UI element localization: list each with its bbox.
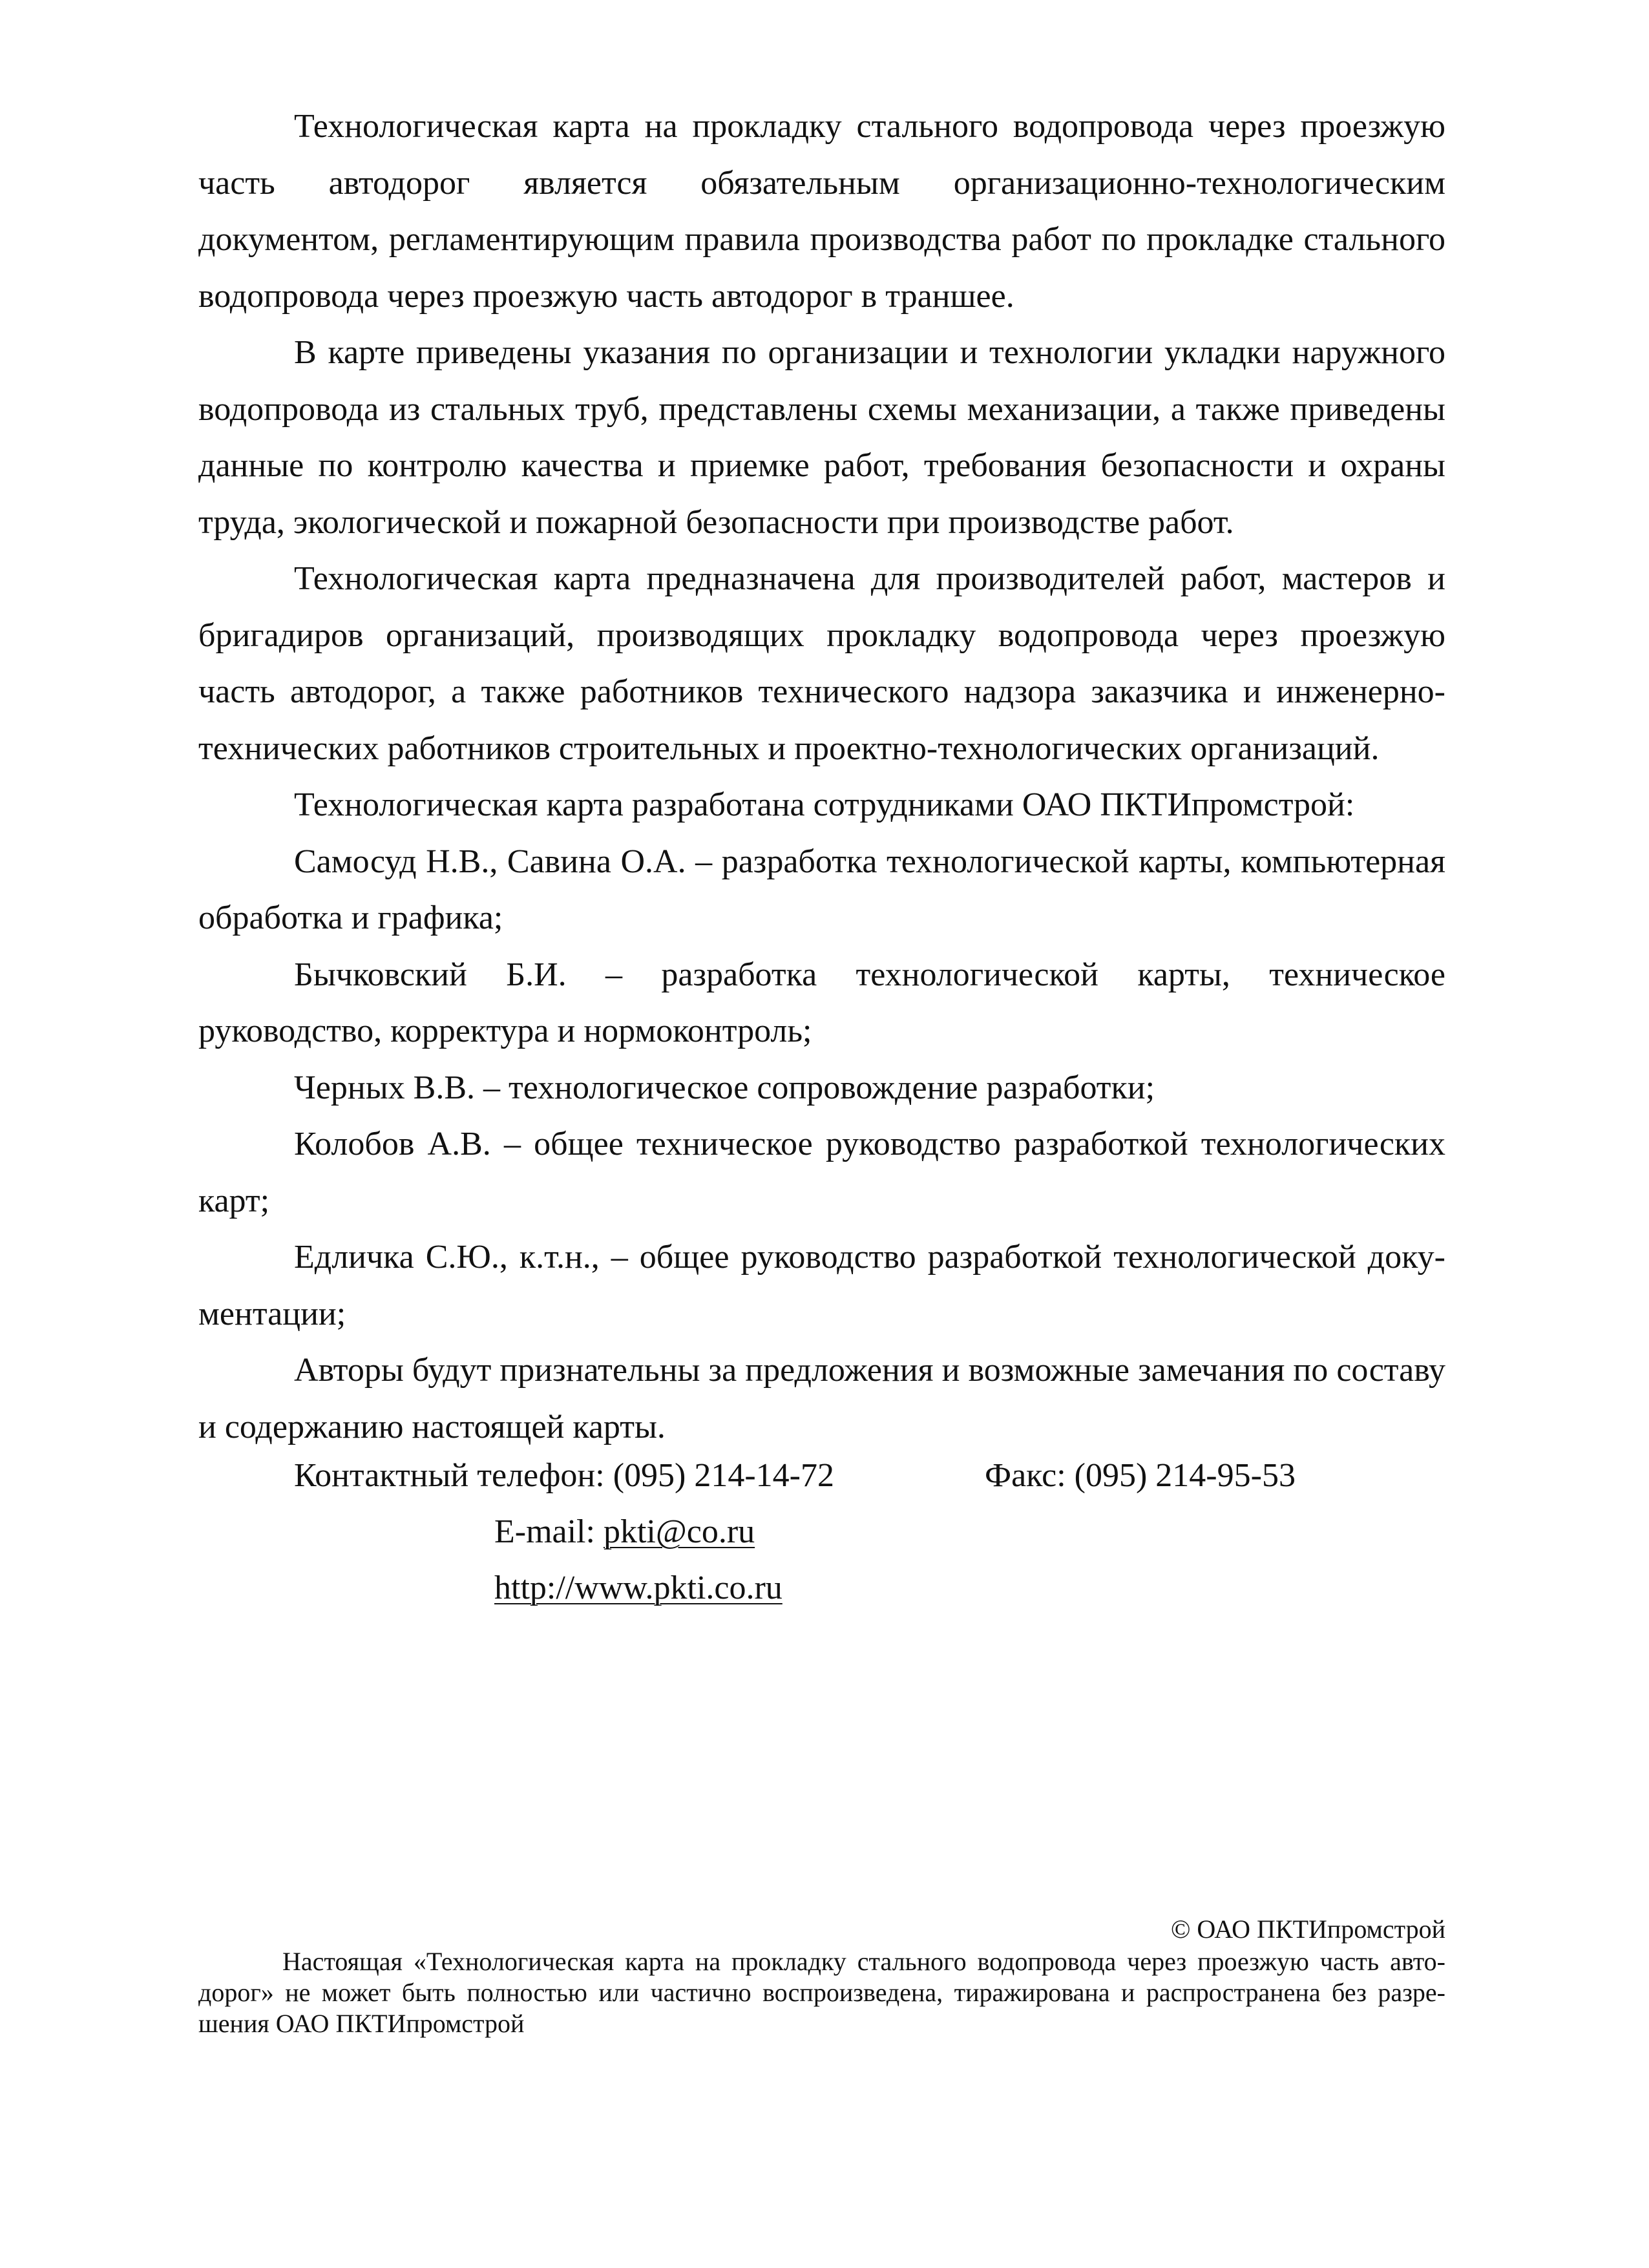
paragraph-author-chernykh: Черных В.В. – технологическое сопровождение разработки; — [294, 1069, 1155, 1106]
phone-label: Контактный телефон: — [294, 1457, 613, 1494]
email-link[interactable]: pkti@co.ru — [603, 1513, 755, 1550]
website-link[interactable]: http://www.pkti.co.ru — [494, 1570, 782, 1606]
email-label: E-mail: — [494, 1513, 604, 1550]
paragraph-feedback: Авторы будут признательны за предложения и возможные замечания по составу и содержанию настоящей карты. — [198, 1352, 1445, 1445]
contact-phone — [294, 1447, 834, 1504]
contact-email — [494, 1504, 755, 1560]
fax-label: Факс: — [985, 1457, 1075, 1494]
paragraph-author-samosud-savina: Самосуд Н.В., Савина О.А. – разработка технологической карты, компьютерная обработка и графика; — [198, 843, 1445, 936]
paragraph-contents: В карте приведены указания по организации и технологии укладки наружного водопровода из стальных труб, представлены схемы механизации, а также приведены данные по контролю качества и приемке работ, требования безопасности и охраны труда, экологической и пожарной безопасности при производстве работ. — [198, 334, 1445, 541]
paragraph-author-kolobov: Колобов А.В. – общее техническое руководство разработкой технологических карт; — [198, 1126, 1445, 1219]
copyright-notice: Настоящая «Технологическая карта на прокладку стального водопровода через проезжую часть автодорог» не может быть полностью или частично воспроизведена, тиражирована и распространена без разрешения ОАО ПКТИпромстрой — [198, 1947, 1445, 2038]
paragraph-purpose: Технологическая карта на прокладку стального водопровода через проезжую часть автодорог является обязательным организационно-технологическим документом, регламентирующим правила производства работ по прокладке стального водопровода через проезжую часть автодорог в траншее. — [198, 108, 1445, 315]
paragraph-author-edlichka: Едличка С.Ю., к.т.н., – общее руководство разработкой технологической документации; — [198, 1239, 1445, 1332]
fax-number: (095) 214-95-53 — [1074, 1457, 1296, 1494]
phone-number: (095) 214-14-72 — [613, 1457, 834, 1494]
paragraph-author-bychkovsky: Бычковский Б.И. – разработка технологической карты, техническое руководство, корректура и нормоконтроль; — [198, 956, 1445, 1049]
contact-fax — [985, 1447, 1296, 1504]
paragraph-audience: Технологическая карта предназначена для производителей работ, мастеров и бригадиров организаций, производящих прокладку водопровода через проезжую часть автодорог, а также работников технического надзора заказчика и инженерно-технических работников строительных и проектно-технологических организаций. — [198, 560, 1445, 767]
paragraph-developers-intro: Технологическая карта разработана сотрудниками ОАО ПКТИпромстрой: — [294, 786, 1355, 823]
contact-website — [494, 1560, 782, 1617]
copyright: © ОАО ПКТИпромстрой — [1170, 1915, 1445, 1944]
